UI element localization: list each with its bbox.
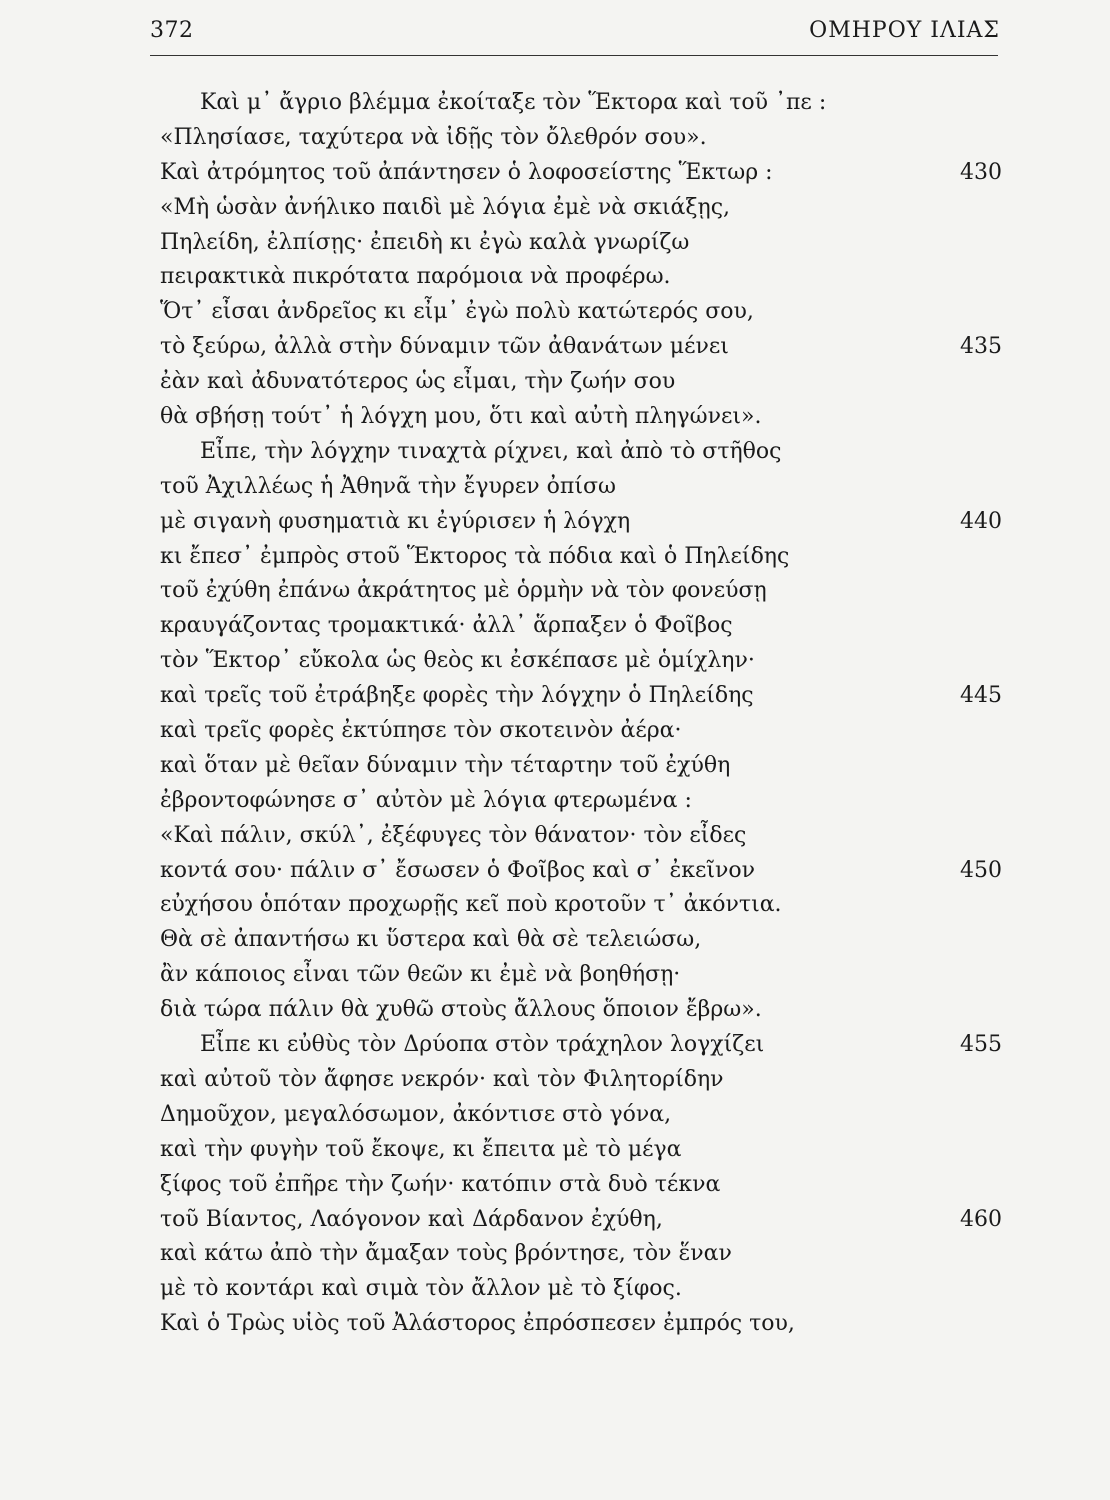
verse-line-text: Δημοῦχον, μεγαλόσωμον, ἀκόντισε στὸ γόνα, (160, 1101, 672, 1127)
verse-line-text: Εἶπε, τὴν λόγχην τιναχτὰ ρίχνει, καὶ ἀπὸ τὸ στῆθος (200, 438, 782, 464)
line-number: 430 (960, 159, 1002, 185)
verse-line (160, 958, 1002, 993)
verse-line-text: Καὶ μ᾽ ἄγριο βλέμμα ἐκοίταξε τὸν Ἕκτορα καὶ τοῦ ᾽πε : (200, 90, 827, 115)
verse-line (160, 365, 1002, 400)
verse-line-text: κοντά σου· πάλιν σ᾽ ἔσωσεν ὁ Φοῖβος καὶ σ᾽ ἐκεῖνον (160, 857, 756, 883)
verse-line (160, 1272, 1002, 1307)
verse-line (160, 540, 1002, 575)
verse-line (160, 714, 1002, 749)
verse-line (160, 784, 1002, 819)
verse-line (160, 470, 1002, 505)
verse-line-text: μὲ σιγανὴ φυσηματιὰ κι ἐγύρισεν ἡ λόγχη (160, 508, 631, 534)
verse-line-text: κραυγάζοντας τρομακτικά· ἀλλ᾽ ἅρπαξεν ὁ Φοῖβος (160, 613, 733, 639)
verse-line-text: ἐβροντοφώνησε σ᾽ αὐτὸν μὲ λόγια φτερωμένα : (160, 787, 692, 813)
verse-line (160, 400, 1002, 435)
verse-line (160, 993, 1002, 1028)
verse-line-text: «Πλησίασε, ταχύτερα νὰ ἰδῇς τὸν ὄλεθρόν σου». (160, 124, 707, 150)
verse-line-text: κι ἔπεσ᾽ ἐμπρὸς στοῦ Ἕκτορος τὰ πόδια καὶ ὁ Πηλείδης (160, 543, 790, 569)
verse-line (160, 156, 1002, 191)
verse-line (160, 854, 1002, 889)
verse-line-text: εὐχήσου ὁπόταν προχωρῇς κεῖ ποὺ κροτοῦν τ᾽ ἀκόντια. (160, 892, 782, 918)
verse-line-text: Καὶ ὁ Τρὼς υἱὸς τοῦ Ἀλάστορος ἐπρόσπεσεν ἐμπρός του, (160, 1311, 795, 1337)
line-number: 455 (960, 1032, 1002, 1058)
verse-line-text: καὶ τρεῖς φορὲς ἐκτύπησε τὸν σκοτεινὸν ἀέρα· (160, 718, 682, 744)
verse-line-text: τὸ ξεύρω, ἀλλὰ στὴν δύναμιν τῶν ἀθανάτων μένει (160, 334, 729, 360)
verse-line-text: «Καὶ πάλιν, σκύλ᾽, ἐξέφυγες τὸν θάνατον· τὸν εἶδες (160, 822, 747, 848)
verse-line-text: ἐὰν καὶ ἀδυνατότερος ὡς εἶμαι, τὴν ζωήν σου (160, 369, 676, 395)
verse-line-text: καὶ ὅταν μὲ θεῖαν δύναμιν τὴν τέταρτην τοῦ ἐχύθη (160, 752, 731, 778)
verse-line-text: μὲ τὸ κοντάρι καὶ σιμὰ τὸν ἄλλον μὲ τὸ ξίφος. (160, 1276, 682, 1302)
verse-line (160, 574, 1002, 609)
verse-line (160, 749, 1002, 784)
verse-line (160, 888, 1002, 923)
verse-line (160, 923, 1002, 958)
verse-line (160, 644, 1002, 679)
verse-line-text: Ὅτ᾽ εἶσαι ἀνδρεῖος κι εἶμ᾽ ἐγὼ πολὺ κατώτερός σου, (160, 299, 754, 325)
verse-line-text: καὶ κάτω ἀπὸ τὴν ἄμαξαν τοὺς βρόντησε, τὸν ἕναν (160, 1241, 732, 1267)
verse-line (160, 609, 1002, 644)
line-number: 440 (960, 508, 1002, 534)
line-number: 450 (960, 857, 1002, 883)
verse-line-text: τοῦ Βίαντος, Λαόγονον καὶ Δάρδανον ἐχύθη, (160, 1206, 663, 1232)
running-title: ΟΜΗΡΟΥ ΙΛΙΑΣ (809, 18, 1000, 43)
page-number: 372 (150, 18, 194, 43)
verse-line-text: τοῦ ἐχύθη ἐπάνω ἀκράτητος μὲ ὁρμὴν νὰ τὸν φονεύσῃ (160, 578, 767, 604)
verse-line-text: πειρακτικὰ πικρότατα παρόμοια νὰ προφέρω. (160, 264, 671, 290)
verse-line (160, 1237, 1002, 1272)
verse-line (160, 1063, 1002, 1098)
verse-line (160, 295, 1002, 330)
verse-line-text: καὶ τὴν φυγὴν τοῦ ἔκοψε, κι ἔπειτα μὲ τὸ μέγα (160, 1136, 682, 1162)
verse-line-text: Καὶ ἀτρόμητος τοῦ ἀπάντησεν ὁ λοφοσείστης Ἕκτωρ : (160, 159, 773, 185)
verse-line-text: Θὰ σὲ ἀπαντήσω κι ὕστερα καὶ θὰ σὲ τελειώσω, (160, 927, 702, 953)
verse-line (160, 1203, 1002, 1238)
verse-line-text: Εἶπε κι εὐθὺς τὸν Δρύοπα στὸν τράχηλον λογχίζει (200, 1032, 765, 1058)
verse-text (160, 86, 1002, 1342)
verse-line-text: τὸν Ἕκτορ᾽ εὔκολα ὡς θεὸς κι ἐσκέπασε μὲ ὁμίχλην· (160, 648, 755, 674)
verse-line (160, 1168, 1002, 1203)
line-number: 460 (960, 1206, 1002, 1232)
verse-line (160, 1307, 1002, 1342)
verse-line (160, 505, 1002, 540)
verse-line (160, 819, 1002, 854)
verse-line-text: ἂν κάποιος εἶναι τῶν θεῶν κι ἐμὲ νὰ βοηθήσῃ· (160, 962, 681, 988)
verse-line-text: θὰ σβήσῃ τούτ᾽ ἡ λόγχη μου, ὅτι καὶ αὐτὴ πληγώνει». (160, 404, 762, 430)
verse-line-text: διὰ τώρα πάλιν θὰ χυθῶ στοὺς ἄλλους ὅποιον ἔβρω». (160, 997, 762, 1023)
verse-line (160, 226, 1002, 261)
verse-line (160, 191, 1002, 226)
verse-line (160, 435, 1002, 470)
verse-line-text: Πηλείδη, ἐλπίσῃς· ἐπειδὴ κι ἐγὼ καλὰ γνωρίζω (160, 229, 690, 255)
line-number: 435 (960, 334, 1002, 360)
verse-line-text: τοῦ Ἀχιλλέως ἡ Ἀθηνᾶ τὴν ἔγυρεν ὀπίσω (160, 473, 616, 499)
verse-line (160, 260, 1002, 295)
header-rule (150, 55, 998, 56)
verse-line (160, 1133, 1002, 1168)
verse-line-text: ξίφος τοῦ ἐπῆρε τὴν ζωήν· κατόπιν στὰ δυὸ τέκνα (160, 1171, 721, 1197)
verse-line (160, 330, 1002, 365)
line-number: 445 (960, 683, 1002, 709)
verse-line (160, 121, 1002, 156)
page-header (150, 18, 1000, 58)
verse-line (160, 1028, 1002, 1063)
verse-line (160, 86, 1002, 121)
verse-line (160, 1098, 1002, 1133)
verse-line-text: «Μὴ ὡσὰν ἀνήλικο παιδὶ μὲ λόγια ἐμὲ νὰ σκιάξῃς, (160, 194, 731, 220)
verse-line-text: καὶ αὐτοῦ τὸν ἄφησε νεκρόν· καὶ τὸν Φιλητορίδην (160, 1066, 724, 1092)
verse-line-text: καὶ τρεῖς τοῦ ἐτράβηξε φορὲς τὴν λόγχην ὁ Πηλείδης (160, 683, 754, 709)
verse-line (160, 679, 1002, 714)
